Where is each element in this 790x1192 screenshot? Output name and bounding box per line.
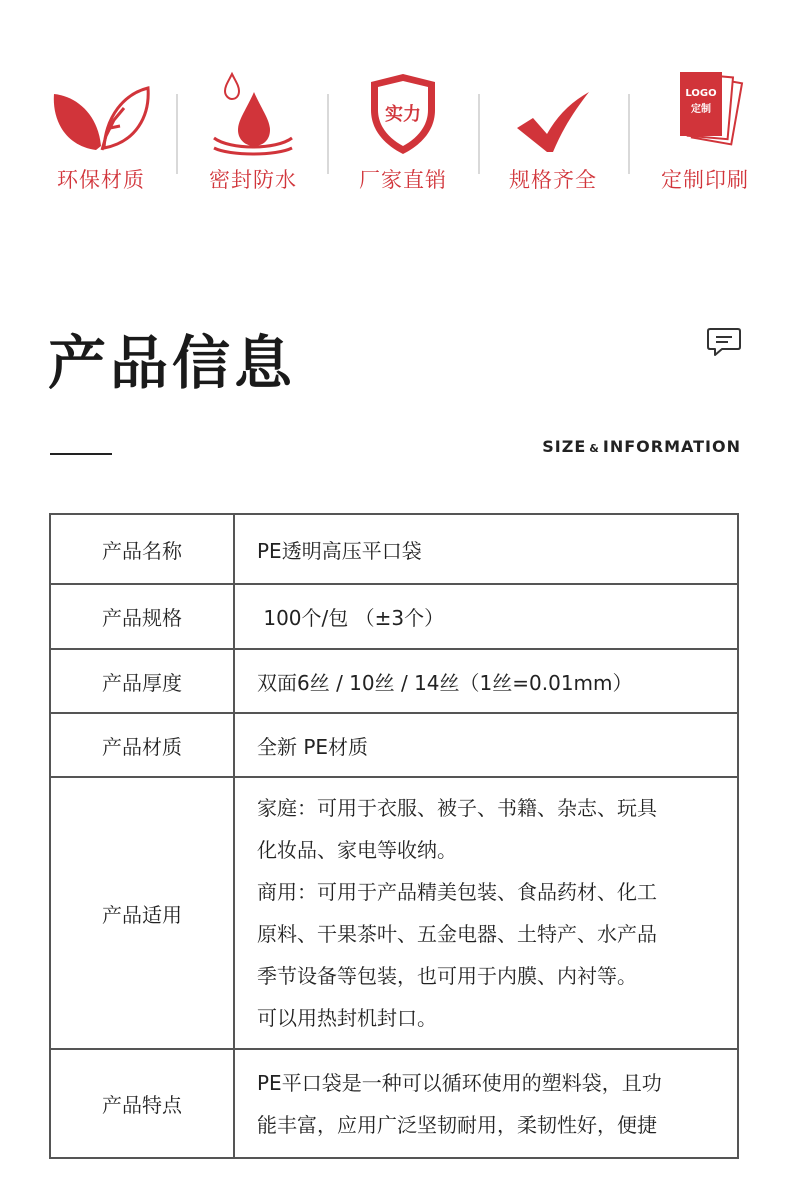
- value-line: 原料、干果茶叶、五金电器、土特产、水产品: [257, 922, 657, 946]
- table-value: [234, 777, 738, 1049]
- card-text-custom: 定制: [691, 104, 711, 115]
- value-line: PE平口袋是一种可以循环使用的塑料袋，且功: [257, 1070, 662, 1095]
- feature-custom-print: [630, 64, 780, 204]
- table-key: 产品特点: [50, 1049, 234, 1158]
- title-underline: [50, 453, 112, 455]
- table-row: [50, 713, 738, 777]
- card-text-logo: LOGO: [685, 88, 717, 99]
- value-line: 可以用热封机封口。: [257, 1006, 437, 1030]
- feature-strip: [0, 64, 790, 204]
- table-row: [50, 649, 738, 713]
- feature-label: 密封防水: [209, 168, 297, 192]
- section-subtitle: [542, 437, 741, 456]
- table-value: 全新 PE材质: [234, 713, 738, 777]
- shield-icon: [328, 68, 478, 156]
- table-row: [50, 514, 738, 584]
- table-key: 产品适用: [50, 777, 234, 1049]
- page-title: 产品信息: [48, 329, 297, 397]
- table-key: 产品规格: [50, 584, 234, 649]
- feature-full-spec: [478, 64, 628, 204]
- checkmark-icon: [478, 68, 628, 156]
- value-line: 季节设备等包装，也可用于内膜、内衬等。: [257, 964, 637, 988]
- table-row: [50, 777, 738, 1049]
- table-key: 产品厚度: [50, 649, 234, 713]
- table-value: 100个/包 （±3个）: [234, 584, 738, 649]
- feature-label: 规格齐全: [509, 168, 597, 192]
- product-info-table: [49, 513, 739, 1159]
- subtitle-amp: &: [589, 442, 600, 455]
- leaf-icon: [26, 68, 176, 156]
- value-line: 化妆品、家电等收纳。: [257, 838, 457, 862]
- value-line: 商用：可用于产品精美包装、食品药材、化工: [257, 880, 657, 904]
- table-key: 产品名称: [50, 514, 234, 584]
- message-icon[interactable]: [706, 326, 742, 358]
- water-drop-icon: [178, 68, 328, 156]
- table-value: PE透明高压平口袋: [234, 514, 738, 584]
- table-value: [234, 1049, 738, 1158]
- table-key: 产品材质: [50, 713, 234, 777]
- feature-eco: [26, 64, 176, 204]
- value-line: 家庭：可用于衣服、被子、书籍、杂志、玩具: [257, 796, 657, 820]
- feature-label: 厂家直销: [359, 168, 447, 192]
- print-card-icon: [630, 68, 780, 156]
- subtitle-information: INFORMATION: [602, 437, 741, 456]
- table-row: [50, 584, 738, 649]
- value-line: 能丰富，应用广泛坚韧耐用，柔韧性好，便捷: [257, 1112, 657, 1137]
- shield-badge-text: 实力: [385, 104, 421, 125]
- subtitle-size: SIZE: [542, 437, 587, 456]
- table-row: [50, 1049, 738, 1158]
- feature-waterproof: [178, 64, 328, 204]
- table-value: 双面6丝 / 10丝 / 14丝（1丝=0.01mm）: [234, 649, 738, 713]
- feature-factory-direct: [328, 64, 478, 204]
- feature-label: 环保材质: [57, 168, 145, 192]
- feature-label: 定制印刷: [661, 168, 749, 192]
